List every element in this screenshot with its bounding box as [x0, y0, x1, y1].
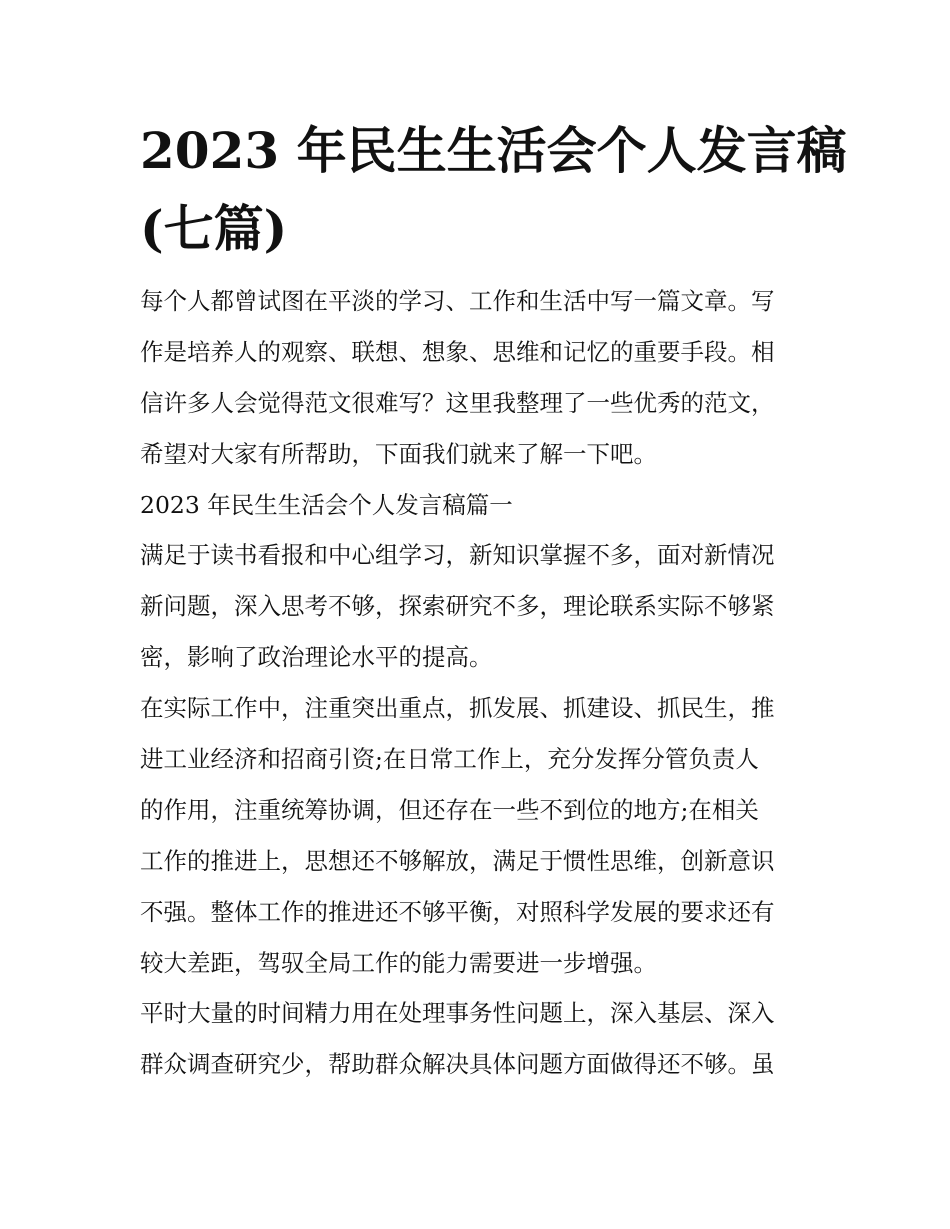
paragraph	[140, 276, 775, 480]
text-line: 密，影响了政治理论水平的提高。	[140, 643, 493, 672]
document-body	[140, 276, 775, 1090]
text-line: 在实际工作中，注重突出重点，抓发展、抓建设、抓民生，推	[140, 694, 775, 723]
title-line: (七篇)	[140, 199, 288, 258]
paragraph	[140, 988, 775, 1090]
text-line: 群众调查研究少，帮助群众解决具体问题方面做得还不够。虽	[140, 1050, 775, 1079]
paragraph	[140, 530, 775, 683]
text-line: 作是培养人的观察、联想、想象、思维和记忆的重要手段。相	[140, 337, 775, 366]
paragraph	[140, 683, 775, 988]
text-line: 新问题，深入思考不够，探索研究不多，理论联系实际不够紧	[140, 592, 775, 621]
text-line: 不强。整体工作的推进还不够平衡，对照科学发展的要求还有	[140, 897, 775, 926]
text-line: 每个人都曾试图在平淡的学习、工作和生活中写一篇文章。写	[140, 287, 775, 315]
text-line: 2023 年民生生活会个人发言稿篇一	[140, 490, 513, 519]
title-line: 2023 年民生生活会个人发言稿	[140, 121, 847, 180]
document-title	[140, 112, 847, 268]
text-line: 信许多人会觉得范文很难写？这里我整理了一些优秀的范文，	[140, 388, 775, 417]
text-line: 平时大量的时间精力用在处理事务性问题上，深入基层、深入	[140, 999, 775, 1028]
section-heading	[140, 480, 775, 531]
text-line: 进工业经济和招商引资;在日常工作上，充分发挥分管负责人	[140, 745, 759, 774]
text-line: 工作的推进上，思想还不够解放，满足于惯性思维，创新意识	[140, 846, 775, 875]
text-line: 希望对大家有所帮助，下面我们就来了解一下吧。	[140, 439, 657, 468]
text-line: 较大差距，驾驭全局工作的能力需要进一步增强。	[140, 948, 657, 977]
text-line: 满足于读书看报和中心组学习，新知识掌握不多，面对新情况	[140, 541, 775, 570]
text-line: 的作用，注重统筹协调，但还存在一些不到位的地方;在相关	[140, 795, 759, 824]
